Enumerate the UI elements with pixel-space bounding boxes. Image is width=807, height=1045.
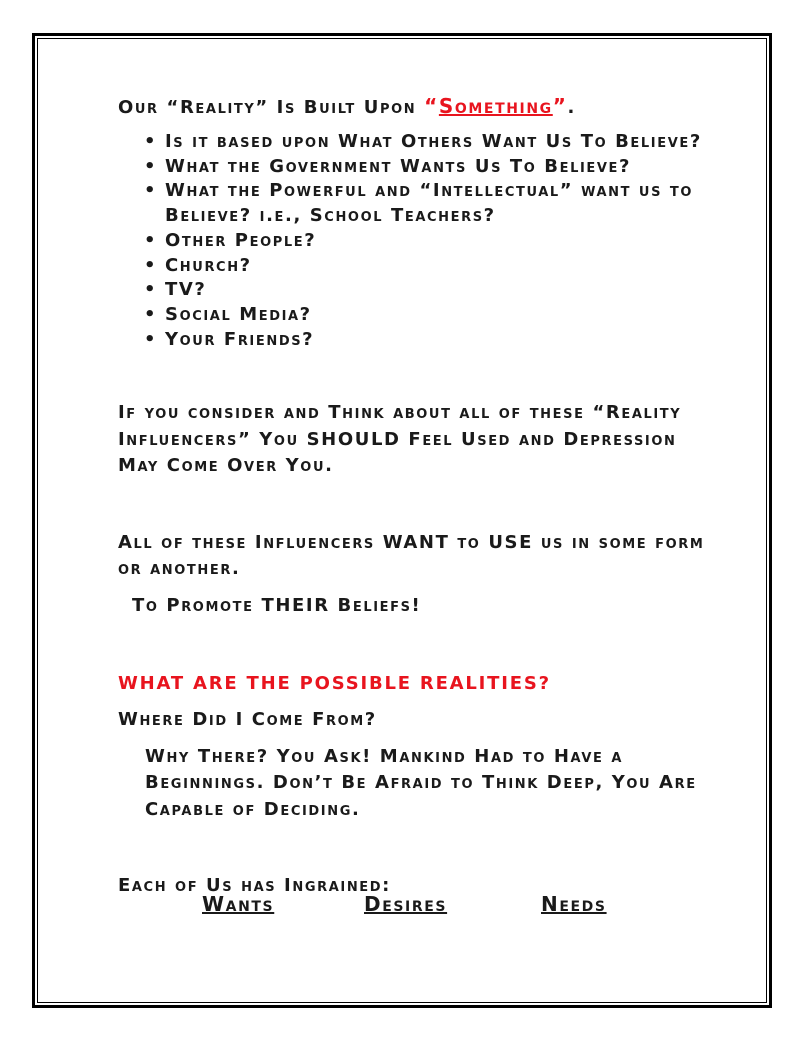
list-item: • Social Media?	[141, 303, 718, 328]
list-item: • TV?	[141, 278, 718, 303]
trait-wants: Wants	[202, 892, 275, 916]
influence-list	[118, 130, 718, 352]
list-item: • What the Powerful and “Intellectual” want us to Believe? i.e., School Teachers?	[141, 179, 718, 228]
list-item: • Other People?	[141, 229, 718, 254]
page-heading	[118, 92, 718, 122]
traits-row	[202, 892, 642, 922]
list-item: • Is it based upon What Others Want Us To Believe?	[141, 130, 718, 155]
trait-desires: Desires	[364, 892, 448, 916]
list-item: • Your Friends?	[141, 328, 718, 353]
heading-prefix: Our “Reality” Is Built Upon	[118, 97, 425, 118]
question-line: Where Did I Come From?	[118, 709, 377, 731]
heading-suffix: .	[567, 97, 576, 118]
document-body	[118, 92, 718, 900]
heading-emphasis: “Something”	[424, 94, 568, 118]
influencers-paragraph: If you consider and Think about all of these “Reality Influencers” You SHOULD Feel Used and Depression May Come Over You.	[118, 402, 682, 477]
trait-needs: Needs	[541, 892, 607, 916]
list-item: • Church?	[141, 254, 718, 279]
promote-paragraph: To Promote THEIR Beliefs!	[132, 594, 422, 616]
ingrained-label: Each of Us has Ingrained:	[118, 875, 391, 897]
section-title: WHAT ARE THE POSSIBLE REALITIES?	[118, 673, 551, 695]
list-item: • What the Government Wants Us To Believe?	[141, 155, 718, 180]
heading-emphasis-word: Something	[438, 94, 553, 118]
use-paragraph: All of these Influencers WANT to USE us in some form or another.	[118, 531, 705, 580]
answer-paragraph: Why There? You Ask! Mankind Had to Have a Beginnings. Don’t Be Afraid to Think Deep, You Are Capable of Deciding.	[145, 745, 697, 820]
